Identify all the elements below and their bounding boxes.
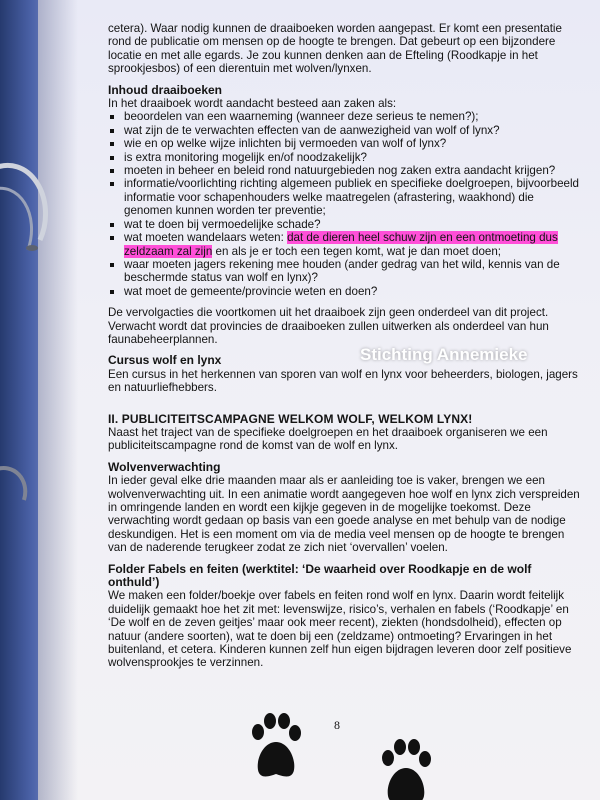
list-item: wie en op welke wijze inlichten bij vermoeden van wolf of lynx? <box>108 137 583 150</box>
section-heading-inhoud: Inhoud draaiboeken <box>108 82 223 97</box>
wolvenverwachting-paragraph: In ieder geval elke drie maanden maar als er aanleiding toe is vaker, brengen we een wolvenverwachting uit. In een animatie wordt aangegeven hoe wolf en lynx zich verspreiden in omringende landen en wordt een kijkje gegeven in de mogelijke toekomst. Deze verwachting wordt gedaan op basis van een goede analyse en met behulp van de nodige deskundigen. Het is een moment om via de media veel mensen op de hoogte te brengen van de naderende terugkeer zodat ze zich niet ‘overvallen’ voelen. <box>108 474 580 555</box>
section-heading-folder: Folder Fabels en feiten (werktitel: ‘De waarheid over Roodkapje en de wolf onthuld’) <box>108 561 532 590</box>
list-item: is extra monitoring mogelijk en/of noodzakelijk? <box>108 151 583 164</box>
vervolg-paragraph: De vervolgacties die voortkomen uit het draaiboek zijn geen onderdeel van dit project. Verwacht wordt dat provincies de draaiboeken zullen uitwerken als onderdeel van hun faunabeheerplannen. <box>108 306 549 346</box>
paw-print-icon <box>378 738 434 800</box>
watermark: Stichting Annemieke <box>360 345 528 364</box>
list-item-walkers <box>108 231 583 258</box>
publiciteit-paragraph: Naast het traject van de specifieke doelgroepen en het draaiboek organiseren we een publiciteitscampagne rond de komst van de wolf en lynx. <box>108 425 548 453</box>
document-page <box>38 0 600 800</box>
paw-print-icon <box>248 712 304 786</box>
section-heading-wolvenverwachting: Wolvenverwachting <box>108 459 221 474</box>
intro-paragraph: cetera). Waar nodig kunnen de draaiboeken worden aangepast. Er komt een presentatie rond de publicatie om mensen op de hoogte te brengen. Dat gebeurt op een bijzondere locatie en met alle egards. Je zou kunnen denken aan de Efteling (Roodkapje in het sprookjesbos) of een dierentuin met wolven/lynxen. <box>108 22 562 76</box>
walker-suffix: en als je er toch een tegen komt, wat je dan moet doen; <box>212 244 502 258</box>
section-heading-cursus: Cursus wolf en lynx <box>108 353 222 368</box>
list-item: waar moeten jagers rekening mee houden (ander gedrag van het wild, kennis van de beschermde status van wolf en lynx)? <box>108 258 583 285</box>
inhoud-list <box>108 110 583 298</box>
page-number: 8 <box>334 718 340 732</box>
folder-paragraph: We maken een folder/boekje over fabels en feiten rond wolf en lynx. Daarin wordt feitelijk duidelijk gemaakt hoe het zit met: levenswijze, risico’s, verhalen en fabels (‘Roodkapje’ en ‘De wolf en de zeven geitjes’ maar ook meer recent), ziekten (hondsdolheid), effecten op natuur (andere soorten), wat te doen bij een (zeldzame) ontmoeting? Ervaringen in het buitenland, et cetera. Kinderen kunnen zelf hun eigen bijdragen leveren door zelf positieve wolvensprookjes te verzinnen. <box>108 589 572 670</box>
list-item: moeten in beheer en beleid rond natuurgebieden nog zaken extra aandacht krijgen? <box>108 164 583 177</box>
list-item: wat te doen bij vermoedelijke schade? <box>108 218 583 231</box>
list-item: beoordelen van een waarneming (wanneer deze serieus te nemen?); <box>108 110 583 123</box>
list-item: informatie/voorlichting richting algemeen publiek en specifieke doelgroepen, bijvoorbeeld informatie voor schapenhouders welke maatregelen (afrastering, waakhond) die genomen kunnen worden ter preventie; <box>108 177 583 217</box>
list-item: wat zijn de te verwachten effecten van de aanwezigheid van wolf of lynx? <box>108 124 583 137</box>
inhoud-lead: In het draaiboek wordt aandacht besteed aan zaken als: <box>108 97 397 111</box>
cursus-paragraph: Een cursus in het herkennen van sporen van wolf en lynx voor beheerders, biologen, jagers en natuurliefhebbers. <box>108 367 578 395</box>
highlighted-text: dat de dieren heel schuw zijn en een ontmoeting dus zeldzaam zal zijn <box>124 231 558 258</box>
section-heading-publiciteit: II. PUBLICITEITSCAMPAGNE WELKOM WOLF, WELKOM LYNX! <box>108 411 473 426</box>
list-item: wat moet de gemeente/provincie weten en doen? <box>108 285 583 298</box>
walker-prefix: wat moeten wandelaars weten: <box>124 231 288 245</box>
binder-ring-icon <box>0 0 90 800</box>
